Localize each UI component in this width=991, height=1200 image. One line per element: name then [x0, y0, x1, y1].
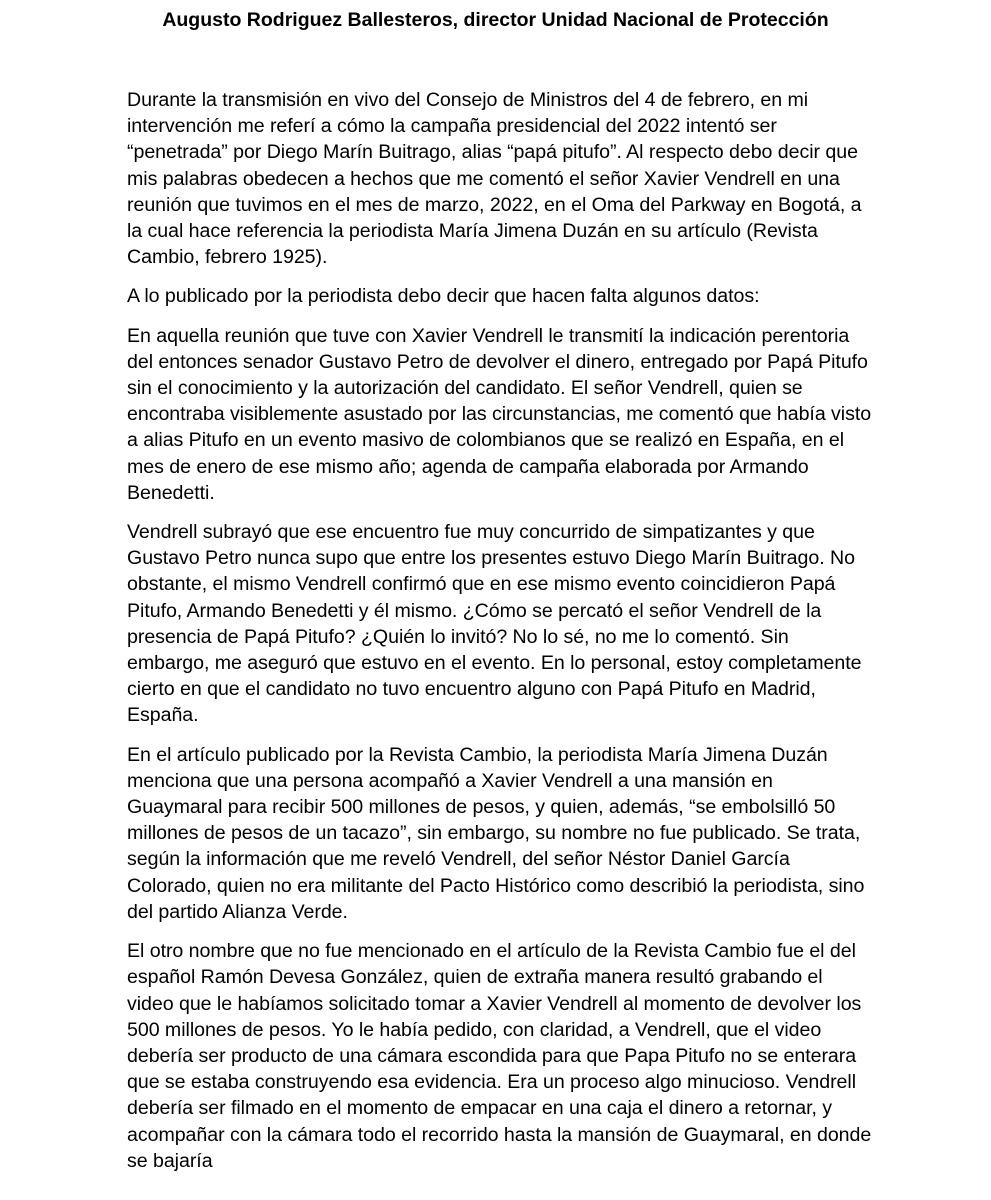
- paragraph-6: El otro nombre que no fue mencionado en el artículo de la Revista Cambio fue el del español Ramón Devesa González, quien de extraña manera resultó grabando el video que le habíamos solicitado tomar a Xavier Vendrell al momento de devolver los 500 millones de pesos. Yo le había pedido, con claridad, a Vendrell, que el video debería ser producto de una cámara escondida para que Papa Pitufo no se enterara que se estaba construyendo esa evidencia. Era un proceso algo minucioso. Vendrell debería ser filmado en el momento de empacar en una caja el dinero a retornar, y acompañar con la cámara todo el recorrido hasta la mansión de Guaymaral, en donde se bajaría: [127, 940, 872, 1172]
- paragraph-1: Durante la transmisión en vivo del Consejo de Ministros del 4 de febrero, en mi intervención me referí a cómo la campaña presidencial del 2022 intentó ser “penetrada” por Diego Marín Buitrago, alias “papá pitufo”. Al respecto debo decir que mis palabras obedecen a hechos que me comentó el señor Xavier Vendrell en una reunión que tuvimos en el mes de marzo, 2022, en el Oma del Parkway en Bogotá, a la cual hace referencia la periodista María Jimena Duzán en su artículo (Revista Cambio, febrero 1925).: [127, 89, 862, 269]
- paragraph-3: En aquella reunión que tuve con Xavier Vendrell le transmití la indicación perentoria del entonces senador Gustavo Petro de devolver el dinero, entregado por Papá Pitufo sin el conocimiento y la autorización del candidato. El señor Vendrell, quien se encontraba visiblemente asustado por las circunstancias, me comentó que había visto a alias Pitufo en un evento masivo de colombianos que se realizó en España, en el mes de enero de ese mismo año; agenda de campaña elaborada por Armando Benedetti.: [127, 324, 872, 504]
- paragraph-4: Vendrell subrayó que ese encuentro fue muy concurrido de simpatizantes y que Gustavo Petro nunca supo que entre los presentes estuvo Diego Marín Buitrago. No obstante, el mismo Vendrell confirmó que en ese mismo evento coincidieron Papá Pitufo, Armando Benedetti y él mismo. ¿Cómo se percató el señor Vendrell de la presencia de Papá Pitufo? ¿Quién lo invitó? No lo sé, no me lo comentó. Sin embargo, me aseguró que estuvo en el evento. En lo personal, estoy completamente cierto en que el candidato no tuvo encuentro alguno con Papá Pitufo en Madrid, España.: [127, 521, 862, 727]
- paragraph-5: En el artículo publicado por la Revista Cambio, la periodista María Jimena Duzán menciona que una persona acompañó a Xavier Vendrell a una mansión en Guaymaral para recibir 500 millones de pesos, y quien, además, “se embolsilló 50 millones de pesos de un tacazo”, sin embargo, su nombre no fue publicado. Se trata, según la información que me reveló Vendrell, del señor Néstor Daniel García Colorado, quien no era militante del Pacto Histórico como describió la periodista, sino del partido Alianza Verde.: [127, 743, 865, 923]
- document-title: Augusto Rodriguez Ballesteros, director Unidad Nacional de Protección: [162, 9, 829, 31]
- document-body: [127, 87, 873, 1187]
- paragraph-2: A lo publicado por la periodista debo decir que hacen falta algunos datos:: [127, 285, 760, 308]
